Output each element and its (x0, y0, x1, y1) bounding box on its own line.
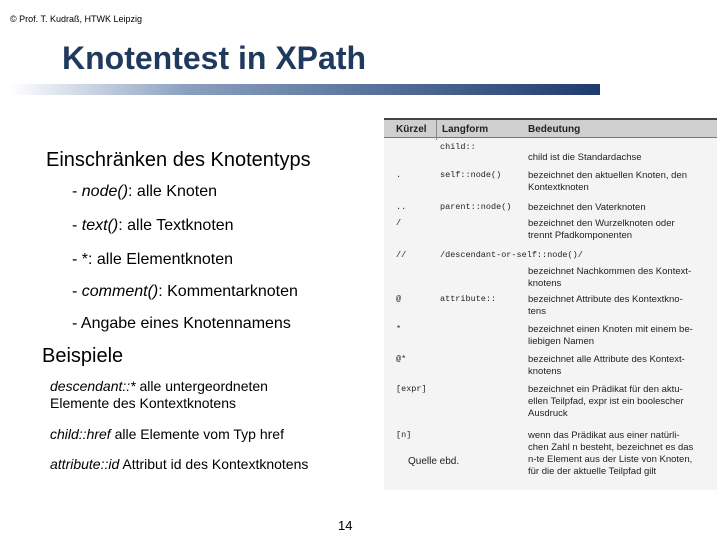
row-langform: self::node() (440, 170, 502, 180)
bullet-node (72, 183, 217, 201)
example-code: descendant::* (50, 378, 136, 394)
bullet-prefix: - (72, 251, 82, 268)
row-desc: bezeichnet ein Prädikat für den aktu- (528, 384, 683, 395)
row-langform: parent::node() (440, 202, 512, 212)
example-text: alle Elemente vom Typ href (110, 426, 284, 442)
row-desc: Ausdruck (528, 408, 568, 419)
row-desc: bezeichnet den aktuellen Knoten, den (528, 170, 687, 181)
row-desc: child ist die Standardachse (528, 152, 642, 163)
row-kuerzel: .. (396, 202, 407, 212)
header-bedeutung: Bedeutung (528, 124, 581, 135)
slide-title: Knotentest in XPath (62, 40, 367, 76)
example-code: child::href (50, 426, 111, 442)
header-divider (436, 120, 437, 140)
bullet-prefix: - (72, 183, 82, 200)
header-langform: Langform (442, 124, 489, 135)
bullet-text: Angabe eines Knotennamens (80, 315, 291, 332)
row-desc: knotens (528, 278, 562, 289)
table-source: Quelle ebd. (408, 456, 460, 467)
row-kuerzel: / (396, 218, 402, 228)
table-header-row (384, 118, 717, 138)
row-kuerzel: . (396, 170, 402, 180)
bullet-code: node() (81, 183, 129, 200)
bullet-node-name (72, 315, 291, 333)
example-child (50, 426, 284, 443)
row-desc: bezeichnet den Wurzelknoten oder (528, 218, 675, 229)
bullet-text: *: alle Elementknoten (81, 251, 233, 268)
axis-abbreviation-table (384, 118, 717, 490)
header-kuerzel: Kürzel (396, 124, 427, 135)
row-langform: attribute:: (440, 294, 497, 304)
example-text: Attribut id des Kontextknotens (119, 456, 309, 472)
bullet-text: : Kommentarknoten (158, 283, 298, 300)
example-text-line2: Elemente des Kontextknotens (50, 395, 237, 411)
bullet-code: comment() (81, 283, 159, 300)
row-desc: wenn das Prädikat aus einer natürli- (528, 430, 680, 441)
row-desc: Kontextknoten (528, 182, 589, 193)
row-desc: bezeichnet alle Attribute des Kontext- (528, 354, 685, 365)
copyright-text: © Prof. T. Kudraß, HTWK Leipzig (10, 14, 143, 24)
row-kuerzel: @* (396, 354, 407, 364)
bullet-prefix: - (72, 217, 82, 234)
bullet-code: text() (81, 217, 119, 234)
row-desc: knotens (528, 366, 562, 377)
row-kuerzel: // (396, 250, 407, 260)
row-langform: child:: (440, 142, 476, 152)
example-code: attribute::id (50, 456, 120, 472)
bullet-text-node (72, 217, 234, 235)
row-desc: bezeichnet einen Knoten mit einem be- (528, 324, 693, 335)
row-desc: trennt Pfadkomponenten (528, 230, 633, 241)
row-kuerzel: * (396, 324, 402, 334)
example-descendant (50, 378, 268, 412)
bullet-text: : alle Knoten (128, 183, 217, 200)
row-desc: für die der aktuelle Teilpfad gilt (528, 466, 657, 477)
row-desc: liebigen Namen (528, 336, 595, 347)
section2-heading: Beispiele (42, 345, 124, 367)
row-langform: /descendant-or-self::node()/ (440, 250, 583, 260)
row-desc: n-te Element aus der Liste von Knoten, (528, 454, 693, 465)
page-number: 14 (338, 518, 353, 533)
row-desc: tens (528, 306, 546, 317)
bullet-element-node (72, 251, 233, 269)
bullet-comment (72, 283, 298, 301)
bullet-prefix: - (72, 283, 82, 300)
row-kuerzel: @ (396, 294, 402, 304)
row-desc: bezeichnet Attribute des Kontextkno- (528, 294, 683, 305)
example-attribute (50, 456, 308, 473)
title-underline-bar (10, 84, 600, 95)
example-text: alle untergeordneten (135, 378, 268, 394)
bullet-text: : alle Textknoten (118, 217, 234, 234)
row-desc: ellen Teilpfad, expr ist ein boolescher (528, 396, 684, 407)
row-kuerzel: [n] (396, 430, 412, 440)
bullet-prefix: - (72, 315, 81, 332)
row-desc: bezeichnet den Vaterknoten (528, 202, 646, 213)
row-desc: bezeichnet Nachkommen des Kontext- (528, 266, 692, 277)
section1-heading: Einschränken des Knotentyps (46, 149, 311, 171)
row-desc: chen Zahl n besteht, bezeichnet es das (528, 442, 694, 453)
row-kuerzel: [expr] (396, 384, 427, 394)
